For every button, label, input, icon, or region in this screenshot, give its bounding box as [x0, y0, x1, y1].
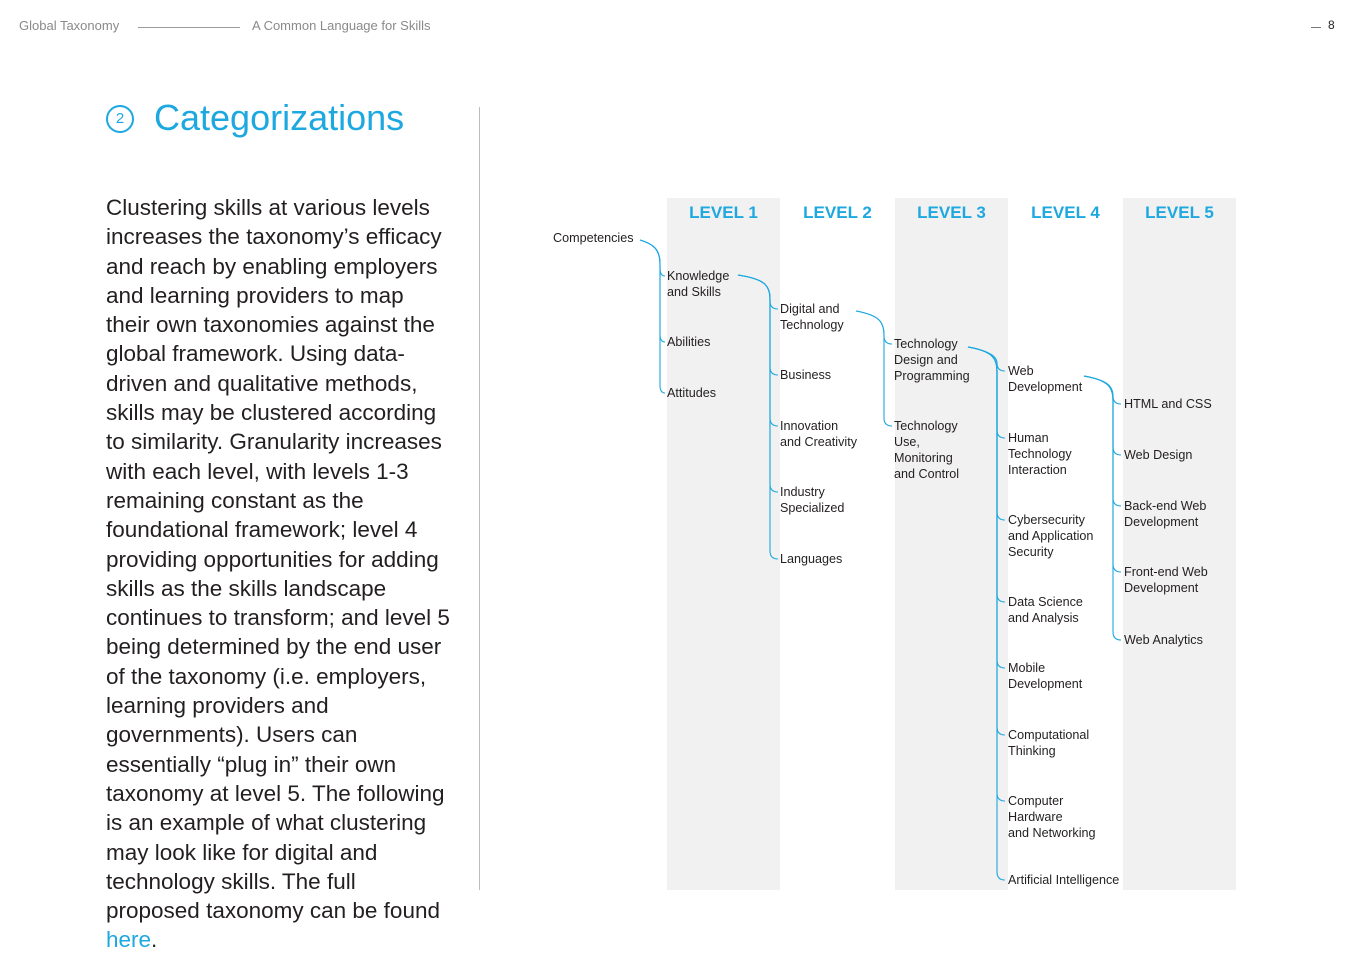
body-end-punctuation: .: [151, 927, 158, 953]
connector-tdp-to-level4-3: [968, 347, 1005, 602]
connector-webdev-to-level5-4: [1084, 376, 1121, 640]
node-competencies: Competencies: [553, 231, 634, 245]
node-abilities: Abilities: [667, 335, 711, 349]
node-innovation-and-creativity: Innovation and Creativity: [780, 419, 857, 449]
node-back-end-web-development: Back-end Web Development: [1124, 499, 1207, 529]
node-languages: Languages: [780, 552, 843, 566]
body-text: Clustering skills at various levels increases the taxonomy’s efficacy and reach by enabling employers and learning providers to map their own taxonomies against the global framework. Using data-driven and qualitative methods, skills may be clustered according to similarity. Granularity increases with each level, with levels 1-3 remaining constant as the foundational framework; level 4 providing opportunities for adding skills as the skills landscape continues to transform; and level 5 being determined by the end user of the taxonomy (i.e. employers, learning providers and governments). Users can essentially “plug in” their own taxonomy at level 5. The following is an example of what clustering may look like for digital and technology skills. The full proposed taxonomy can be found: [106, 195, 450, 924]
node-business: Business: [780, 368, 832, 382]
node-data-science-and-analysis: Data Science and Analysis: [1008, 595, 1083, 625]
node-artificial-intelligence: Artificial Intelligence: [1008, 873, 1120, 887]
node-knowledge-and-skills: Knowledge and Skills: [667, 269, 730, 299]
node-cybersecurity-and-application-security: Cybersecurity and Application Security: [1008, 513, 1094, 559]
level-3-header: LEVEL 3: [917, 203, 986, 222]
section-number-badge: 2: [106, 105, 134, 133]
node-digital-and-technology: Digital and Technology: [780, 302, 844, 332]
node-technology-use-monitoring-and-control: Technology Use, Monitoring and Control: [894, 419, 960, 481]
level-1-header: LEVEL 1: [689, 203, 758, 222]
connector-webdev-to-level5-0: [1084, 376, 1121, 404]
node-industry-specialized: Industry Specialized: [780, 485, 845, 515]
connector-tdp-to-level4-1: [968, 347, 1005, 438]
node-human-technology-interaction: Human Technology Interaction: [1008, 431, 1072, 477]
node-computational-thinking: Computational Thinking: [1008, 728, 1090, 758]
connector-digital-to-level3-1: [856, 311, 892, 426]
node-front-end-web-development: Front-end Web Development: [1124, 565, 1208, 595]
section-title: Categorizations: [154, 97, 405, 138]
node-html-and-css: HTML and CSS: [1124, 397, 1212, 411]
connector-webdev-to-level5-1: [1084, 376, 1121, 455]
page-number: 8: [1328, 18, 1335, 32]
connector-tdp-to-level4-0: [968, 347, 1005, 371]
connector-root-to-level1-2: [640, 240, 665, 393]
connector-knowledge-to-level2-2: [738, 275, 778, 426]
connector-knowledge-to-level2-4: [738, 275, 778, 559]
level-5-header: LEVEL 5: [1145, 203, 1214, 222]
node-computer-hardware-and-networking: Computer Hardware and Networking: [1008, 794, 1096, 840]
node-web-analytics: Web Analytics: [1124, 633, 1203, 647]
node-web-development: Web Development: [1008, 364, 1083, 394]
connector-tdp-to-level4-2: [968, 347, 1005, 520]
connector-root-to-level1-1: [640, 240, 665, 342]
node-technology-design-and-programming: Technology Design and Programming: [894, 337, 970, 383]
connector-webdev-to-level5-2: [1084, 376, 1121, 506]
node-mobile-development: Mobile Development: [1008, 661, 1083, 691]
level-4-header: LEVEL 4: [1031, 203, 1100, 222]
connector-tdp-to-level4-4: [968, 347, 1005, 668]
document-title: Global Taxonomy: [19, 18, 120, 33]
full-taxonomy-link[interactable]: here: [106, 927, 152, 953]
level-2-header: LEVEL 2: [803, 203, 872, 222]
connector-tdp-to-level4-5: [968, 347, 1005, 735]
node-attitudes: Attitudes: [667, 386, 717, 400]
document-subtitle: A Common Language for Skills: [252, 18, 431, 33]
node-web-design: Web Design: [1124, 448, 1193, 462]
connector-knowledge-to-level2-1: [738, 275, 778, 375]
